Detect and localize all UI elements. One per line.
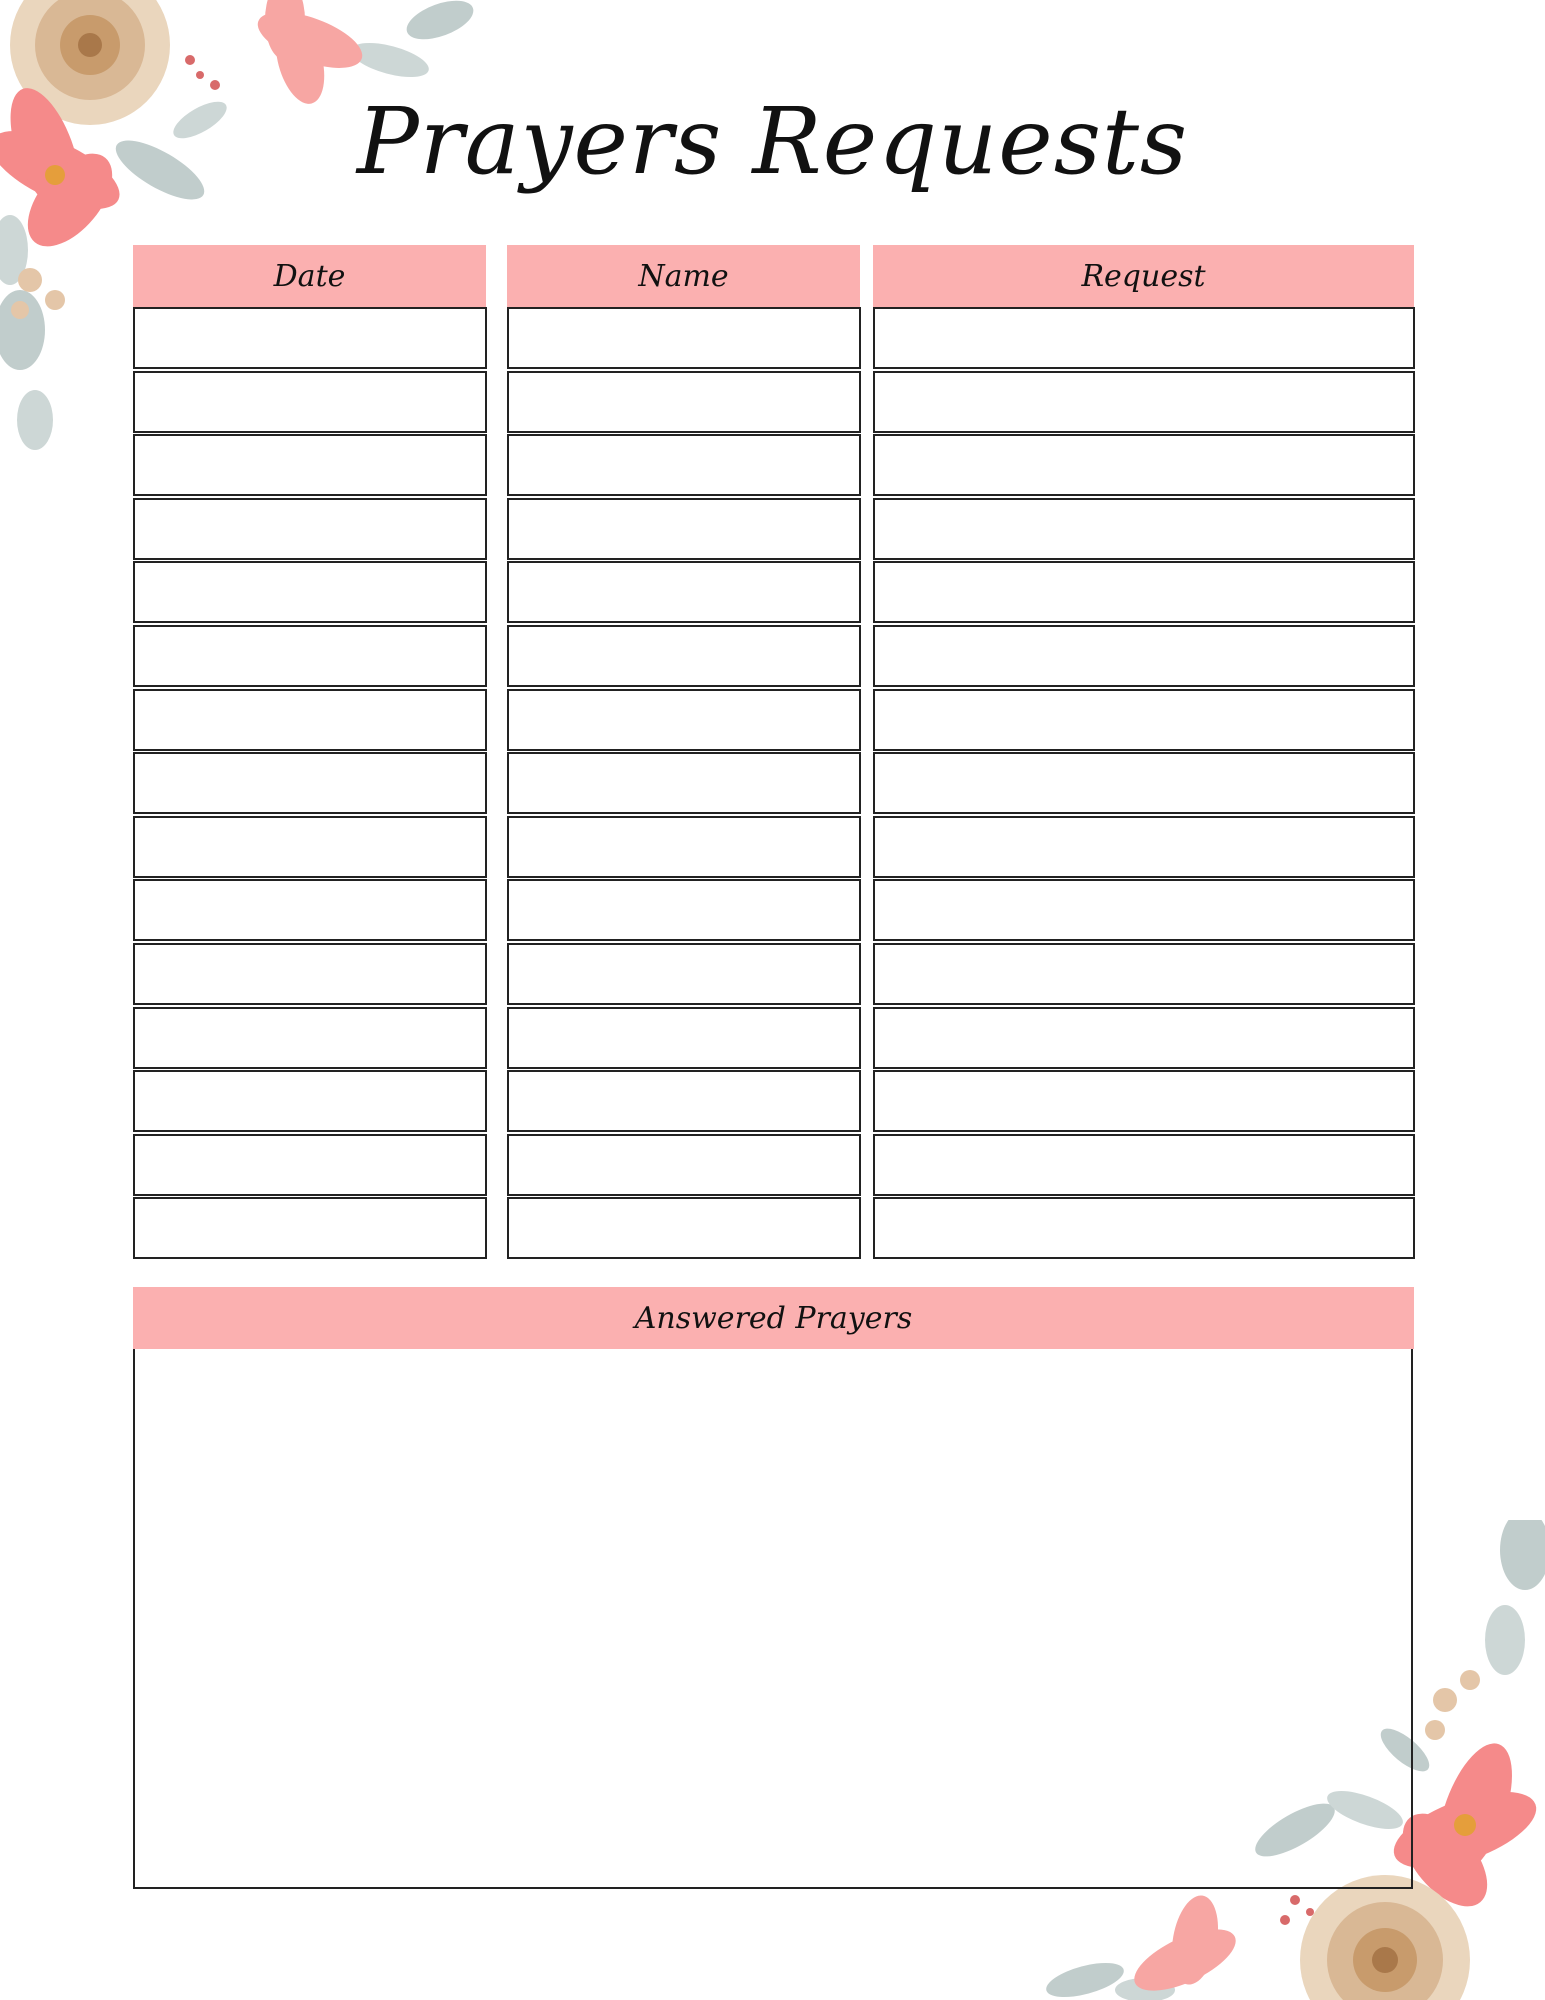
name-cell[interactable] <box>507 689 861 751</box>
answered-prayers-header: Answered Prayers <box>133 1287 1414 1349</box>
answered-prayers-box[interactable] <box>133 1349 1413 1889</box>
request-cell[interactable] <box>873 1134 1415 1196</box>
name-cell[interactable] <box>507 371 861 433</box>
request-cell[interactable] <box>873 625 1415 687</box>
name-cell[interactable] <box>507 498 861 560</box>
request-cell[interactable] <box>873 498 1415 560</box>
request-cell[interactable] <box>873 1007 1415 1069</box>
date-cell[interactable] <box>133 307 487 369</box>
column-header-date: Date <box>133 245 486 307</box>
date-cell[interactable] <box>133 1134 487 1196</box>
date-cell[interactable] <box>133 1070 487 1132</box>
request-cell[interactable] <box>873 307 1415 369</box>
date-cell[interactable] <box>133 371 487 433</box>
request-cell[interactable] <box>873 943 1415 1005</box>
name-cell[interactable] <box>507 307 861 369</box>
date-cell[interactable] <box>133 689 487 751</box>
date-cell[interactable] <box>133 498 487 560</box>
request-cell[interactable] <box>873 1070 1415 1132</box>
name-cell[interactable] <box>507 752 861 814</box>
date-cell[interactable] <box>133 434 487 496</box>
request-cell[interactable] <box>873 816 1415 878</box>
date-cell[interactable] <box>133 1007 487 1069</box>
date-cell[interactable] <box>133 879 487 941</box>
name-cell[interactable] <box>507 943 861 1005</box>
request-cell[interactable] <box>873 434 1415 496</box>
column-header-request: Request <box>873 245 1414 307</box>
name-cell[interactable] <box>507 1007 861 1069</box>
name-cell[interactable] <box>507 625 861 687</box>
date-cell[interactable] <box>133 752 487 814</box>
date-cell[interactable] <box>133 561 487 623</box>
request-cell[interactable] <box>873 879 1415 941</box>
name-cell[interactable] <box>507 1070 861 1132</box>
column-header-name: Name <box>507 245 860 307</box>
name-cell[interactable] <box>507 1134 861 1196</box>
request-cell[interactable] <box>873 1197 1415 1259</box>
page-title: Prayers Requests <box>356 88 1189 195</box>
request-cell[interactable] <box>873 371 1415 433</box>
name-cell[interactable] <box>507 561 861 623</box>
name-cell[interactable] <box>507 434 861 496</box>
date-cell[interactable] <box>133 943 487 1005</box>
name-cell[interactable] <box>507 816 861 878</box>
date-cell[interactable] <box>133 625 487 687</box>
name-cell[interactable] <box>507 1197 861 1259</box>
date-cell[interactable] <box>133 816 487 878</box>
request-cell[interactable] <box>873 752 1415 814</box>
request-cell[interactable] <box>873 689 1415 751</box>
name-cell[interactable] <box>507 879 861 941</box>
request-cell[interactable] <box>873 561 1415 623</box>
date-cell[interactable] <box>133 1197 487 1259</box>
